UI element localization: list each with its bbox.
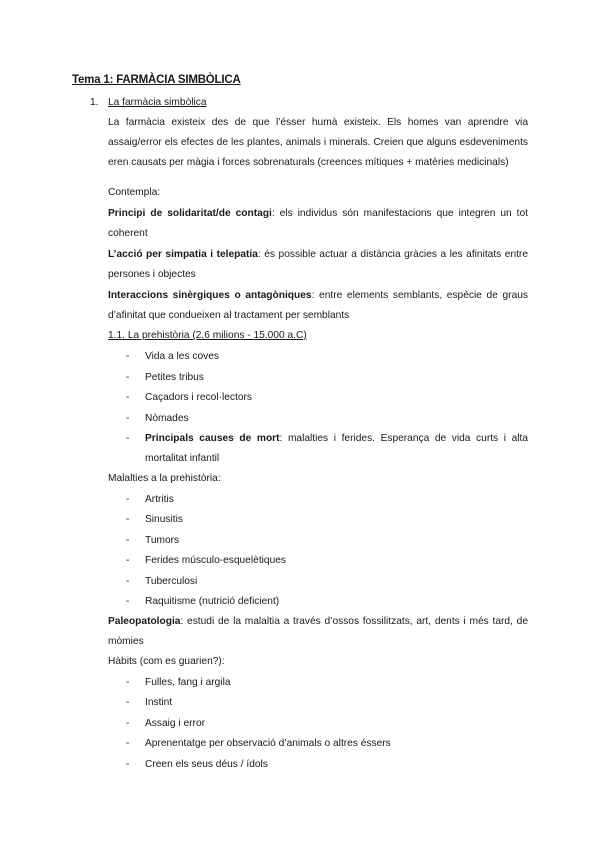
bullet-dash: - bbox=[126, 759, 130, 770]
disease-item: Artritis bbox=[145, 494, 174, 505]
bullet-item: Caçadors i recol·lectors bbox=[145, 392, 253, 403]
principle-2: L’acció per simpatia i telepatia: és possible actuar a distància gràcies a les afinitats entre bbox=[108, 249, 528, 260]
disease-item: Raquitisme (nutrició deficient) bbox=[145, 596, 280, 607]
bullet-dash: - bbox=[126, 718, 130, 729]
principle-3-cont: d’afinitat que condueixen al tractament per semblants bbox=[108, 310, 350, 321]
intro-line-1: La farmàcia existeix des de que l’ésser humà existeix. Els homes van aprendre via bbox=[108, 117, 528, 128]
habit-item: Creen els seus déus / ídols bbox=[145, 759, 268, 770]
bullet-dash: - bbox=[126, 677, 130, 688]
bullet-dash: - bbox=[126, 372, 130, 383]
bullet-dash: - bbox=[126, 596, 130, 607]
bullet-dash: - bbox=[126, 514, 130, 525]
bullet-item-cont: mortalitat infantil bbox=[145, 453, 220, 464]
paleo-cont: mòmies bbox=[108, 636, 144, 647]
principle-term: Principi de solidaritat/de contagi bbox=[108, 208, 272, 219]
bullet-dash: - bbox=[126, 738, 130, 749]
habit-item: Instint bbox=[145, 697, 173, 708]
bullet-dash: - bbox=[126, 413, 130, 424]
bullet-item: Nòmades bbox=[145, 413, 189, 424]
subsection-heading: 1.1. La prehistòria (2,6 milions - 15.000 a.C) bbox=[108, 330, 307, 341]
habits-label: Hàbits (com es guarien?): bbox=[108, 656, 225, 667]
habit-item: Assaig i error bbox=[145, 718, 206, 729]
bullet-dash: - bbox=[126, 433, 130, 444]
contempla-label: Contempla: bbox=[108, 187, 161, 198]
intro-line-2: assaig/error els efectes de les plantes, animals i minerals. Creien que alguns esdeveniments bbox=[108, 137, 528, 148]
paleo-line: Paleopatologia: estudi de la malaltia a través d’ossos fossilitzats, art, dents i més tard, de bbox=[108, 616, 528, 627]
bullet-dash: - bbox=[126, 555, 130, 566]
section-heading: La farmàcia simbòlica bbox=[108, 97, 207, 108]
intro-line-3: eren causats per màgia i forces sobrenaturals (creences mítiques + matèries medicinals) bbox=[108, 157, 509, 168]
disease-item: Tuberculosi bbox=[145, 576, 198, 587]
bullet-dash: - bbox=[126, 535, 130, 546]
principle-term: L’acció per simpatia i telepatia bbox=[108, 249, 258, 260]
bullet-dash: - bbox=[126, 697, 130, 708]
principle-1-cont: coherent bbox=[108, 228, 148, 239]
principle-1: Principi de solidaritat/de contagi: els individus són manifestacions que integren un tot bbox=[108, 208, 529, 219]
bullet-dash: - bbox=[126, 576, 130, 587]
principle-2-cont: persones i objectes bbox=[108, 269, 196, 280]
bullet-item: Vida a les coves bbox=[145, 351, 219, 362]
page-title: Tema 1: FARMÀCIA SIMBÒLICA bbox=[72, 74, 241, 86]
habit-item: Fulles, fang i argila bbox=[145, 677, 231, 688]
bullet-dash: - bbox=[126, 351, 130, 362]
habit-item: Aprenentatge per observació d’animals o altres éssers bbox=[145, 738, 391, 749]
disease-item: Tumors bbox=[145, 535, 180, 546]
principle-term: Interaccions sinèrgiques o antagòniques bbox=[108, 290, 312, 301]
disease-item: Ferides músculo-esquelètiques bbox=[145, 555, 286, 566]
diseases-label: Malalties a la prehistòria: bbox=[108, 473, 221, 484]
principle-3: Interaccions sinèrgiques o antagòniques: entre elements semblants, espècie de graus bbox=[108, 290, 529, 301]
bullet-item-bold: Principals causes de mort: malalties i ferides. Esperança de vida curts i alta bbox=[145, 433, 528, 444]
disease-item: Sinusitis bbox=[145, 514, 183, 525]
bullet-dash: - bbox=[126, 494, 130, 505]
bullet-item: Petites tribus bbox=[145, 372, 204, 383]
section-number: 1. bbox=[90, 97, 99, 108]
bullet-dash: - bbox=[126, 392, 130, 403]
